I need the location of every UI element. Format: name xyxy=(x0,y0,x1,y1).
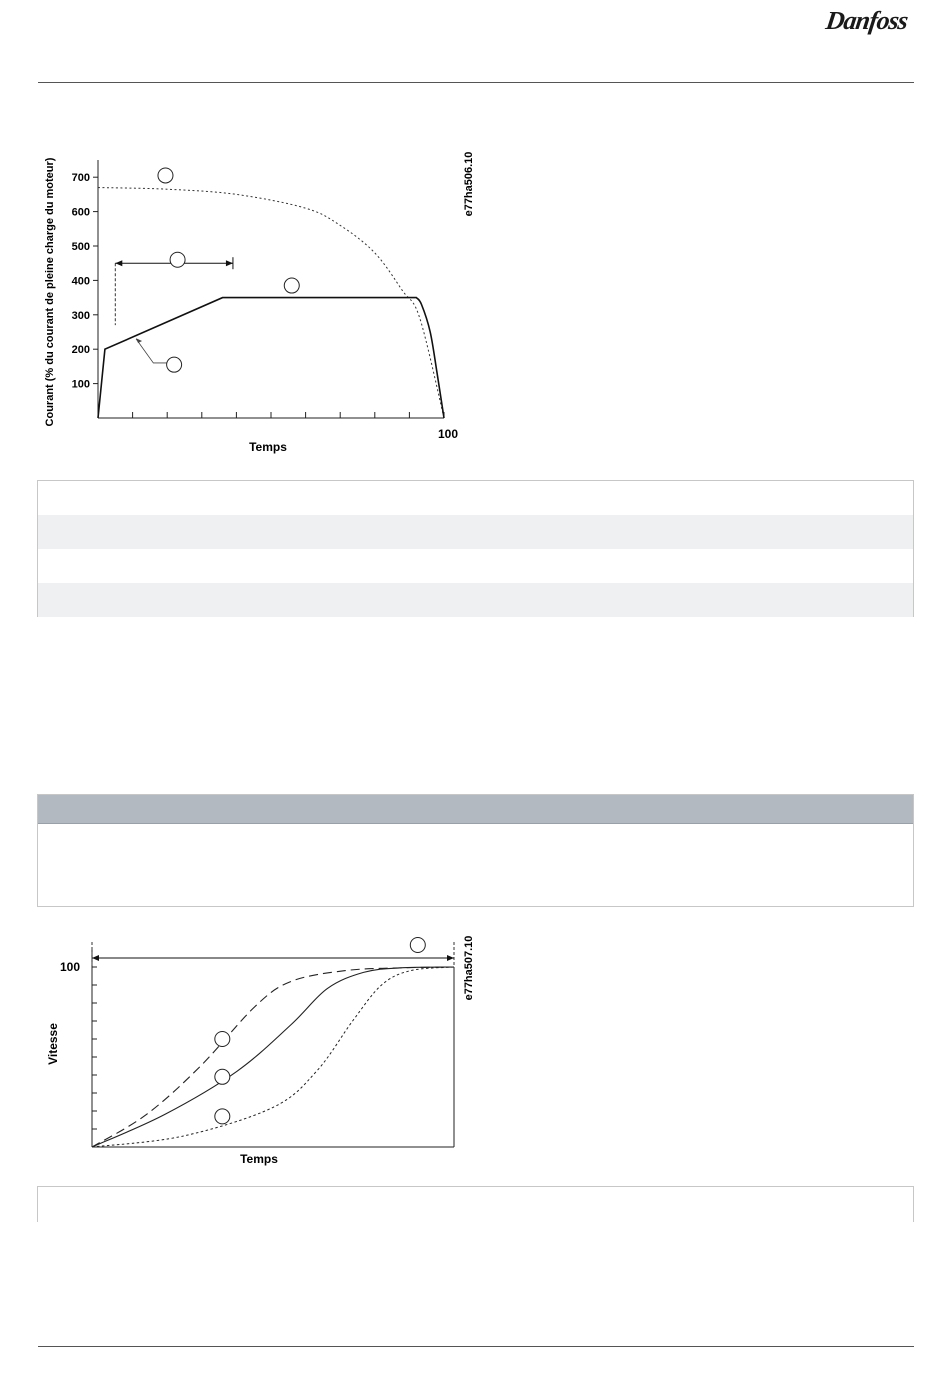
series-dol-current xyxy=(98,188,444,418)
y-tick-label: 600 xyxy=(71,206,90,219)
callout-4 xyxy=(215,1109,230,1124)
legend-table-2 xyxy=(37,1186,914,1222)
legend-row xyxy=(38,549,913,583)
y-tick-label: 700 xyxy=(71,172,90,185)
current-chart-ylabel: Courant (% du courant de pleine charge du moteur) xyxy=(44,157,56,427)
legend-table-1 xyxy=(37,480,914,617)
speed-chart-figure-code: e77ha507.10 xyxy=(463,935,475,1001)
y-tick-label: 400 xyxy=(71,275,90,288)
arrow-head-left xyxy=(115,260,122,266)
callout-1 xyxy=(410,938,425,953)
footer-rule xyxy=(38,1346,914,1347)
callout-1 xyxy=(158,168,173,183)
callout-3 xyxy=(215,1069,230,1084)
note-header-bar xyxy=(38,795,913,824)
current-chart-axes xyxy=(98,160,444,418)
speed-chart-xlabel: Temps xyxy=(240,1152,278,1166)
header-rule xyxy=(38,82,914,83)
current-chart-figure-code: e77ha506.10 xyxy=(463,151,475,217)
series-late-acceleration xyxy=(92,967,454,1147)
y-tick-label: 500 xyxy=(71,241,90,253)
speed-chart-ylabel: Vitesse xyxy=(46,1023,60,1065)
series-constant-acceleration xyxy=(92,967,454,1147)
callout-4 xyxy=(167,357,182,372)
y-tick-label: 300 xyxy=(71,309,90,322)
legend-row xyxy=(38,481,913,515)
speed-chart xyxy=(30,930,490,1175)
current-chart-xtick-100: 100 xyxy=(437,427,459,441)
y-tick-label: 200 xyxy=(71,344,90,357)
note-box xyxy=(37,794,914,907)
y-tick-label: 100 xyxy=(71,378,90,391)
current-chart-xlabel: Temps xyxy=(249,440,287,454)
arrow-head-right xyxy=(447,955,454,961)
legend-row xyxy=(38,515,913,549)
callout-2 xyxy=(170,252,185,267)
callout-2 xyxy=(215,1032,230,1047)
arrow-head-left xyxy=(92,955,99,961)
callout-3 xyxy=(284,278,299,293)
speed-chart-axes xyxy=(92,950,454,1147)
current-chart xyxy=(30,140,490,470)
speed-chart-ytick-100: 100 xyxy=(59,960,80,974)
legend-row xyxy=(38,583,913,617)
series-early-acceleration xyxy=(92,967,454,1147)
arrow-head-right xyxy=(226,260,233,266)
brand-logo: Danfoss xyxy=(824,6,910,35)
